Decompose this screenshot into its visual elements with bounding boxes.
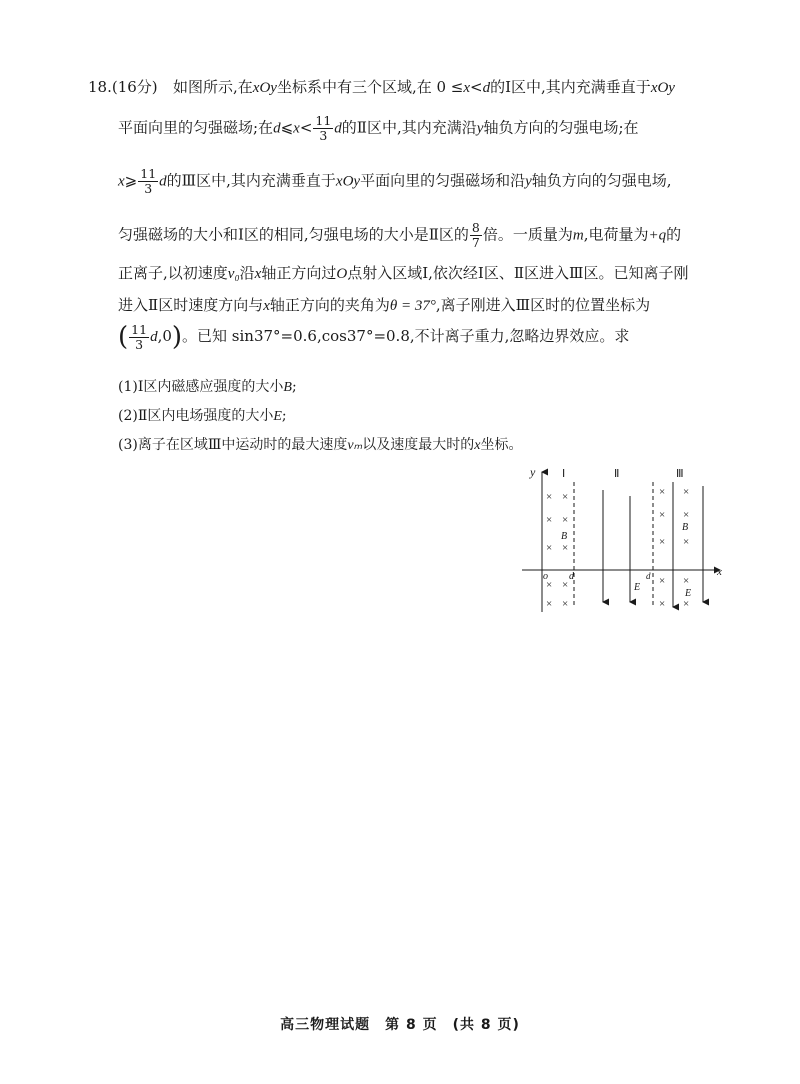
d-label: d xyxy=(569,571,574,582)
question-index: 18. xyxy=(88,78,112,96)
svg-text:×: × xyxy=(659,486,666,498)
svg-text:×: × xyxy=(546,542,553,554)
question-line-6: 进入Ⅱ区时速度方向与x轴正方向的夹角为θ = 37°,离子刚进入Ⅲ区时的位置坐标为 xyxy=(118,296,651,314)
svg-text:×: × xyxy=(683,575,690,587)
fraction-11-3-c: $\frac{11}{3}$ xyxy=(131,321,148,352)
fraction-8-7: $\frac{8}{7}$ xyxy=(471,220,480,250)
region-2-e-label: E xyxy=(634,582,641,593)
svg-text:×: × xyxy=(562,598,569,610)
question-line-1: 如图所示,在xOy坐标系中有三个区域,在 0 ≤x<d的Ⅰ区中,其内充满垂直于xOy xyxy=(173,78,675,96)
fraction-11-3: $\frac{11}{3}$ xyxy=(315,113,332,143)
svg-text:×: × xyxy=(562,579,569,591)
field-diagram xyxy=(510,462,730,617)
svg-text:×: × xyxy=(659,575,666,587)
svg-text:×: × xyxy=(546,491,553,503)
y-axis-label: y xyxy=(530,465,536,479)
region-1-b-label: B xyxy=(561,531,568,542)
question-points: (16分) xyxy=(111,78,158,96)
region-1-magnetic-field xyxy=(546,491,568,610)
svg-text:×: × xyxy=(683,536,690,548)
svg-text:×: × xyxy=(683,486,690,498)
question-line-2: 平面向里的匀强磁场;在d⩽x< $\frac{11}{3}$ d的Ⅱ区中,其内充满沿y轴负方向的匀强电场;在 xyxy=(118,113,639,143)
region-1-label: Ⅰ xyxy=(562,468,566,480)
sub-question-1: (1)Ⅰ区内磁感应强度的大小B; xyxy=(118,379,297,395)
region-3-fields xyxy=(659,482,703,610)
question-line-3: x⩾ $\frac{11}{3}$ d的Ⅲ区中,其内充满垂直于xOy平面向里的匀强磁场和沿y轴负方向的匀强电场, xyxy=(118,166,672,196)
svg-text:×: × xyxy=(562,514,569,526)
svg-text:×: × xyxy=(546,579,553,591)
svg-text:×: × xyxy=(562,491,569,503)
question-line-4: 匀强磁场的大小和Ⅰ区的相同,匀强电场的大小是Ⅱ区的 $\frac{8}{7}$ 倍。一质量为m,电荷量为+q的 xyxy=(118,220,682,250)
svg-text:×: × xyxy=(562,542,569,554)
svg-text:×: × xyxy=(659,598,666,610)
region-2-electric-field xyxy=(603,490,630,602)
question-line-7: ( $\frac{11}{3}$ d,0)。已知 sin37°=0.6,cos37°=0.8,不计离子重力,忽略边界效应。求 xyxy=(118,321,630,352)
sub-question-2: (2)Ⅱ区内电场强度的大小E; xyxy=(118,408,287,424)
sub-question-3: (3)离子在区域Ⅲ中运动时的最大速度vₘ以及速度最大时的x坐标。 xyxy=(118,437,523,453)
d-label-2: d xyxy=(646,571,651,581)
fraction-11-3-b: $\frac{11}{3}$ xyxy=(140,166,157,196)
region-2-label: Ⅱ xyxy=(614,468,620,480)
svg-text:×: × xyxy=(546,598,553,610)
svg-text:×: × xyxy=(659,509,666,521)
x-axis-label: x xyxy=(717,566,722,578)
origin-label: o xyxy=(543,571,548,582)
region-3-e-label: E xyxy=(685,588,692,599)
svg-text:×: × xyxy=(546,514,553,526)
question-line-5: 正离子,以初速度v₀沿x轴正方向过O点射入区域Ⅰ,依次经Ⅰ区、Ⅱ区进入Ⅲ区。已知离子刚 xyxy=(118,264,689,282)
page-footer: 高三物理试题 第 8 页 (共 8 页) xyxy=(280,1017,520,1033)
svg-text:×: × xyxy=(683,509,690,521)
svg-text:×: × xyxy=(683,598,690,610)
region-3-b-label: B xyxy=(682,522,689,533)
svg-text:×: × xyxy=(659,536,666,548)
question-number xyxy=(88,76,158,97)
region-3-label: Ⅲ xyxy=(676,468,684,480)
